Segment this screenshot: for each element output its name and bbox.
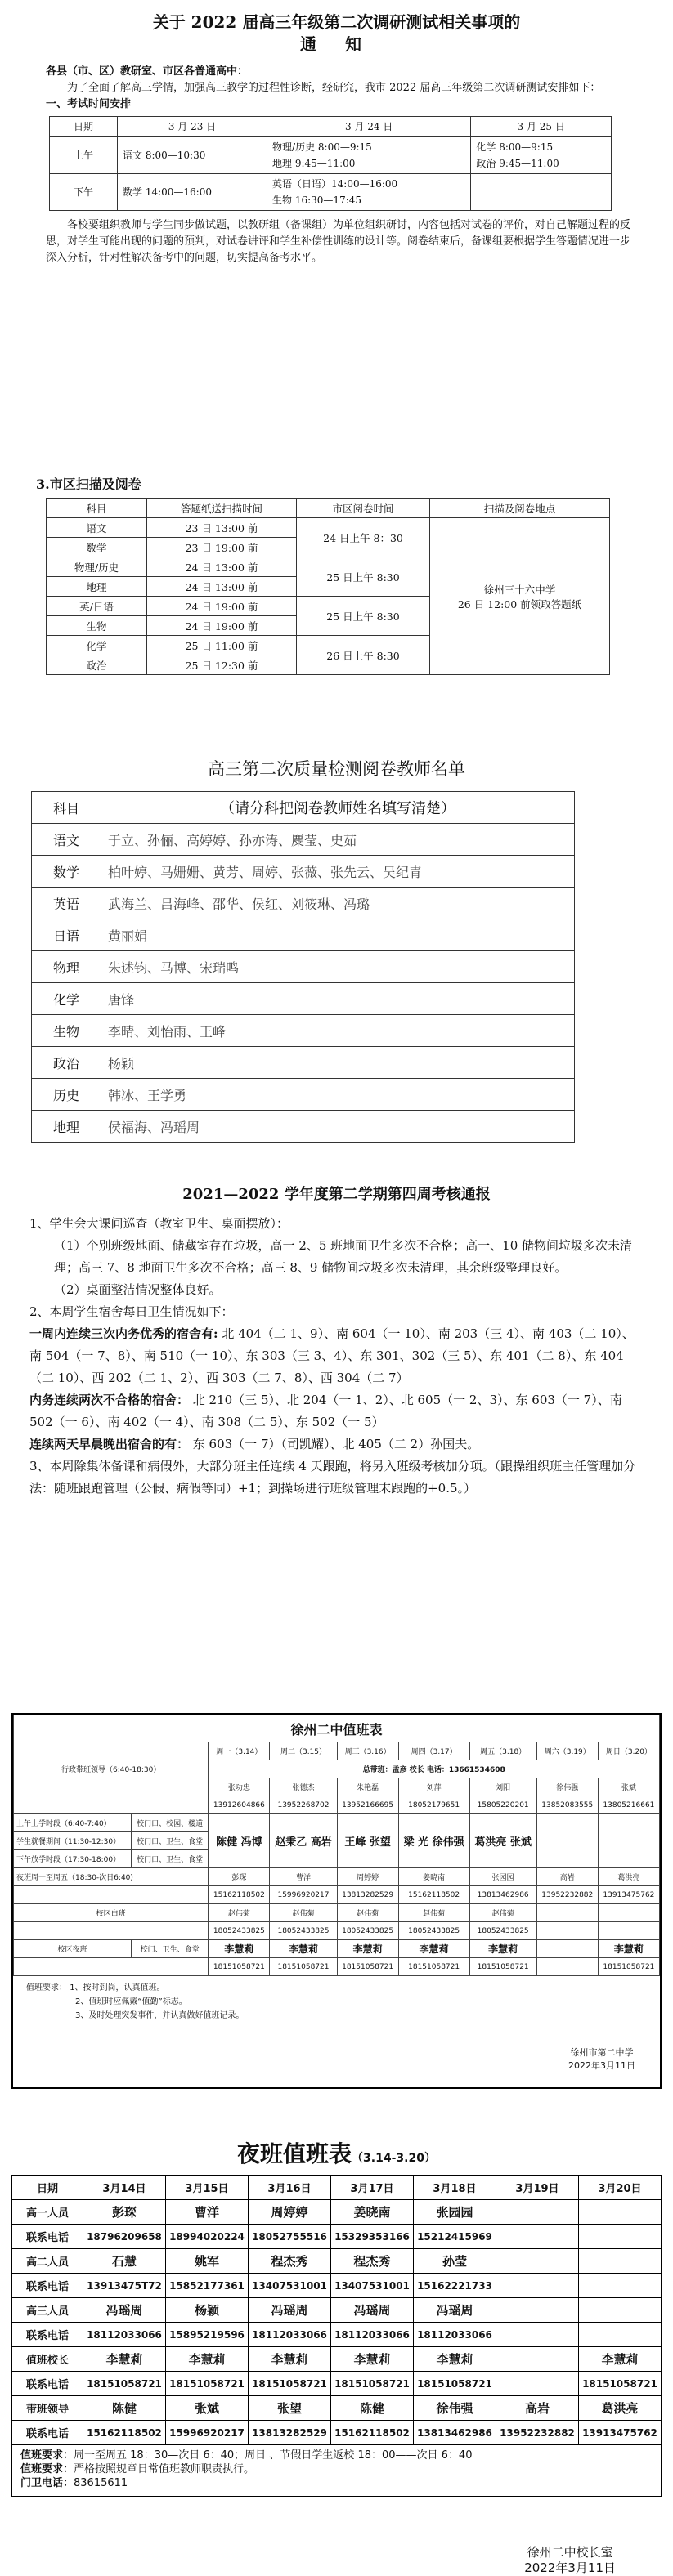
table-cell: 25 日上午 8:30 [297, 557, 430, 597]
white-phone: 18052433825 [337, 1922, 398, 1940]
notice-subtitle: 通 知 [300, 34, 373, 54]
table-cell: 15852177361 [166, 2274, 249, 2298]
table-cell: 地理 [47, 577, 147, 597]
table-cell: 18151058721 [83, 2372, 166, 2396]
table-cell: 徐伟强 [414, 2396, 496, 2421]
table-cell: 数学 [47, 538, 147, 557]
table-cell: 李慧莉 [331, 2347, 414, 2372]
table-cell: 13407531001 [249, 2274, 331, 2298]
duty-week-frame [11, 1713, 662, 2089]
report-label: 连续两天早晨晚出宿舍的有： [29, 1437, 190, 1451]
table-cell: 24 日 13:00 前 [147, 577, 297, 597]
table-cell: 18151058721 [166, 2372, 249, 2396]
campus-night-phone: 18151058721 [270, 1958, 337, 1976]
table-cell: 李慧莉 [579, 2347, 662, 2372]
table-cell: 韩冰、王学勇 [101, 1079, 575, 1111]
table-cell: 25 日 12:30 前 [147, 655, 297, 675]
table-cell: 冯瑶周 [414, 2298, 496, 2323]
leader-name: 张德杰 [270, 1778, 337, 1796]
night-name: 高岩 [536, 1868, 598, 1886]
table-cell: 15329353166 [331, 2225, 414, 2249]
table-cell: 姚军 [166, 2249, 249, 2274]
table-cell: 行政带班领导（6:40-18:30） [14, 1742, 209, 1796]
duty-notes [13, 1976, 660, 2028]
table-cell: 15895219596 [166, 2323, 249, 2347]
table-cell: 15162221733 [414, 2274, 496, 2298]
table-cell: 日语 [32, 919, 101, 951]
group-names: 葛洪亮 张斌 [469, 1814, 536, 1868]
row-label: 带班领导 [12, 2396, 83, 2421]
table-cell: 18112033066 [414, 2323, 496, 2347]
duty-week-table [13, 1715, 660, 1976]
night-duty-section [0, 2109, 673, 2576]
report-text: 北 210（三 5）、北 204（一 1、2）、北 605（一 2、3）、东 603（一 7）、南 502（一 6）、南 402（一 4）、南 308（二 5）、东 502（一 5） [29, 1393, 622, 1429]
grading-teachers-table [31, 791, 575, 1143]
row-label: 联系电话 [12, 2274, 83, 2298]
table-header: 日期 [50, 117, 118, 137]
campus-night-name: 李慧莉 [270, 1940, 337, 1958]
table-cell [496, 2225, 579, 2249]
day-header: 3月15日 [166, 2176, 249, 2200]
leader-phone: 18052179651 [398, 1796, 469, 1814]
scan-grading-section [0, 466, 673, 736]
report-line: （2）桌面整洁情况整体良好。 [54, 1282, 222, 1297]
table-cell: 化学 [32, 983, 101, 1015]
section-heading: 3.市区扫描及阅卷 [36, 476, 141, 492]
table-cell: 柏叶婷、马姗姗、黄芳、周婷、张薇、张先云、吴纪青 [101, 856, 575, 888]
report-label: 一周内连续三次内务优秀的宿舍有: [29, 1326, 218, 1341]
table-header: 科目 [47, 499, 147, 518]
duty-week-section [0, 1684, 673, 2109]
campus-night-name: 李慧莉 [209, 1940, 270, 1958]
night-phone: 13813282529 [337, 1886, 398, 1904]
campus-night-phone: 18151058721 [337, 1958, 398, 1976]
report-line [29, 1389, 640, 1433]
row-label: 联系电话 [12, 2323, 83, 2347]
weekly-report [0, 1161, 673, 1684]
note-line: 1、按时到岗，认真值班。 [70, 1983, 165, 1992]
duty-signature [568, 2046, 635, 2073]
table-cell: 程杰秀 [249, 2249, 331, 2274]
night-duty-footer [12, 2445, 662, 2497]
table-cell: 李慧莉 [414, 2347, 496, 2372]
table-cell: 15212415969 [414, 2225, 496, 2249]
org-name: 徐州二中校长室 [527, 2545, 613, 2560]
table-cell: 李慧莉 [249, 2347, 331, 2372]
report-text: 北 404（二 1、9）、南 604（一 10）、南 203（三 4）、南 403（二 10）、南 504（一 7、8）、南 510（一 10）、东 303（三 3、4）、东 301、302（三 5）、东 401（二 8）、东 404（二 10）、西 202（二 1、2）、西 303（二 7、8）、西 304（二 7） [29, 1326, 635, 1385]
campus-night-phone: 18151058721 [398, 1958, 469, 1976]
table-cell: 李晴、刘怡雨、王峰 [101, 1015, 575, 1047]
leader-phone: 13805216661 [598, 1796, 659, 1814]
table-cell: 张望 [249, 2396, 331, 2421]
table-cell: 24 日 19:00 前 [147, 597, 297, 616]
table-cell: 数学 [32, 856, 101, 888]
report-title: 2021—2022 学年度第二学期第四周考核通报 [182, 1186, 491, 1203]
table-cell: 18112033066 [83, 2323, 166, 2347]
table-cell: 曹洋 [166, 2200, 249, 2225]
table-cell: 13952232882 [496, 2421, 579, 2445]
table-cell: 18994020224 [166, 2225, 249, 2249]
row-label: 夜班周一至周五（18:30-次日6:40) [14, 1868, 209, 1886]
table-cell: 化学 8:00—9:15 政治 9:45—11:00 [471, 137, 612, 174]
table-cell: 葛洪亮 [579, 2396, 662, 2421]
table-header: 市区阅卷时间 [297, 499, 430, 518]
night-name: 姜晓南 [398, 1868, 469, 1886]
table-cell: 化学 [47, 636, 147, 655]
day-header: 3月19日 [496, 2176, 579, 2200]
row-label: 下午放学时段（17:30-18:00） [14, 1850, 132, 1868]
white-phone: 18052433825 [209, 1922, 270, 1940]
table-cell: 英语（日语）14:00—16:00 生物 16:30—17:45 [267, 174, 471, 211]
notes-label: 值班要求： [26, 1983, 67, 1992]
table-cell: 25 日 11:00 前 [147, 636, 297, 655]
table-cell: 英/日语 [47, 597, 147, 616]
table-cell: 18151058721 [414, 2372, 496, 2396]
table-cell: 18796209658 [83, 2225, 166, 2249]
org-name: 徐州市第二中学 [570, 2047, 634, 2058]
night-phone: 13952232882 [536, 1886, 598, 1904]
table-cell: 15996920217 [166, 2421, 249, 2445]
leader-phone: 13952268702 [270, 1796, 337, 1814]
table-cell: 下午 [50, 174, 118, 211]
table-cell: 18151058721 [331, 2372, 414, 2396]
day-header: 周日（3.20） [598, 1742, 659, 1760]
campus-night-name: 李慧莉 [469, 1940, 536, 1958]
report-text: 东 603（一 7）（司凯耀）、北 405（二 2）孙国夫。 [189, 1437, 480, 1451]
night-phone: 15162118502 [398, 1886, 469, 1904]
section-heading: 一、考试时间安排 [46, 98, 132, 110]
day-header: 3月16日 [249, 2176, 331, 2200]
table-cell: 13813462986 [414, 2421, 496, 2445]
table-cell: 语文 [32, 824, 101, 856]
table-cell: 18151058721 [579, 2372, 662, 2396]
night-name: 周婷婷 [337, 1868, 398, 1886]
white-name: 赵伟菊 [398, 1904, 469, 1922]
white-phone: 18052433825 [398, 1922, 469, 1940]
group-names: 赵秉乙 高岩 [270, 1814, 337, 1868]
row-label: 高二人员 [12, 2249, 83, 2274]
table-cell: 唐锋 [101, 983, 575, 1015]
leader-phone: 13912604866 [209, 1796, 270, 1814]
table-cell: 24 日 19:00 前 [147, 616, 297, 636]
table-cell: 生物 [32, 1015, 101, 1047]
notice-title: 关于 2022 届高三年级第二次调研测试相关事项的 [152, 12, 521, 32]
table-cell: 18112033066 [331, 2323, 414, 2347]
table-cell: 语文 [47, 518, 147, 538]
white-phone: 18052433825 [469, 1922, 536, 1940]
note-line: 3、及时处理突发事件，并认真做好值班记录。 [75, 2011, 245, 2020]
day-header: 周二（3.15） [270, 1742, 337, 1760]
row-label: 校区夜班 [14, 1940, 132, 1958]
report-line: 1、学生会大课间巡查（教室卫生、桌面摆放）： [29, 1216, 289, 1231]
footer-label: 值班要求： [20, 2449, 74, 2462]
table-header: 3 月 23 日 [118, 117, 267, 137]
footer-text: 严格按照规章日常值班教师职责执行。 [74, 2463, 255, 2475]
report-line [29, 1323, 640, 1389]
exam-notice [0, 0, 673, 466]
table-cell: 18151058721 [249, 2372, 331, 2396]
white-name: 赵伟菊 [337, 1904, 398, 1922]
table-cell: 李慧莉 [83, 2347, 166, 2372]
leader-name: 刘萍 [398, 1778, 469, 1796]
table-cell [496, 2249, 579, 2274]
day-header: 周六（3.19） [536, 1742, 598, 1760]
table-header: 3 月 24 日 [267, 117, 471, 137]
row-label: 高三人员 [12, 2298, 83, 2323]
white-name: 赵伟菊 [209, 1904, 270, 1922]
group-names: 梁 光 徐伟强 [398, 1814, 469, 1868]
table-cell: 徐州三十六中学 26 日 12:00 前领取答题纸 [430, 518, 610, 675]
day-header: 3月14日 [83, 2176, 166, 2200]
report-label: 内务连续两次不合格的宿舍： [29, 1393, 190, 1407]
table-cell: 杨颖 [166, 2298, 249, 2323]
chief-leader: 总带班：孟彦 校长 电话：13661534608 [209, 1760, 660, 1778]
day-header: 周五（3.18） [469, 1742, 536, 1760]
table-cell: 程杰秀 [331, 2249, 414, 2274]
campus-night-name: 李慧莉 [337, 1940, 398, 1958]
table-cell: 15162118502 [83, 2421, 166, 2445]
exam-schedule-table [49, 116, 612, 211]
notice-paragraph: 各校要组织教师与学生同步做试题，以教研组（备课组）为单位组织研讨，内容包括对试卷的评价，对自己解题过程的反思，对学生可能出现的问题的预判，对试卷讲评和学生补偿性训练的设计等。阅卷结束后，备课组要根据学生答题情况进一步深入分析，针对性解决备考中的问题，切实提高备考水平。 [46, 219, 631, 264]
campus-night-phone: 18151058721 [469, 1958, 536, 1976]
day-header: 周三（3.16） [337, 1742, 398, 1760]
table-header: 科目 [32, 792, 101, 824]
leader-phone: 13952166695 [337, 1796, 398, 1814]
table-cell: 英语 [32, 888, 101, 919]
night-duty-signature [524, 2545, 616, 2576]
table-cell: 25 日上午 8:30 [297, 597, 430, 636]
group-names: 王峰 张望 [337, 1814, 398, 1868]
signature-date: 2022年3月11日 [568, 2060, 635, 2071]
table-cell [496, 2274, 579, 2298]
footer-text: 83615611 [74, 2477, 128, 2489]
table-cell: 13913475762 [579, 2421, 662, 2445]
table-cell: 15162118502 [331, 2421, 414, 2445]
table-cell: 物理 [32, 951, 101, 983]
footer-label: 门卫电话： [20, 2477, 74, 2489]
row-sublabel: 校门、卫生、食堂 [131, 1940, 208, 1958]
duty-week-title: 徐州二中值班表 [14, 1715, 660, 1742]
table-cell: 18052755516 [249, 2225, 331, 2249]
table-cell: 陈健 [83, 2396, 166, 2421]
table-cell [496, 2372, 579, 2396]
row-label: 校区白班 [14, 1904, 209, 1922]
table-cell: 13813282529 [249, 2421, 331, 2445]
table-cell [471, 174, 612, 211]
table-cell: 冯瑶周 [83, 2298, 166, 2323]
notice-salutation: 各县（市、区）教研室、市区各普通高中： [46, 65, 249, 78]
table-cell [496, 2323, 579, 2347]
table-cell: 孙莹 [414, 2249, 496, 2274]
table-cell: 政治 [32, 1047, 101, 1079]
table-cell: 物理/历史 8:00—9:15 地理 9:45—11:00 [267, 137, 471, 174]
table-cell [579, 2298, 662, 2323]
row-sublabel: 校门口、校园、楼道 [131, 1814, 208, 1832]
footer-text: 周一至周五 18：30—次日 6：40；周日 、节假日学生返校 18：00——次日 6：40 [74, 2449, 473, 2462]
table-cell: 武海兰、吕海峰、邵华、侯红、刘筱琳、冯璐 [101, 888, 575, 919]
day-header: 周一（3.14） [209, 1742, 270, 1760]
table-header: 3 月 25 日 [471, 117, 612, 137]
note-line: 2、值班时应佩戴“值勤”标志。 [75, 1997, 187, 2006]
notice-intro: 为了全面了解高三学情，加强高三教学的过程性诊断，经研究，我市 2022 届高三年级第二次调研测试安排如下： [67, 82, 601, 94]
table-cell [496, 2347, 579, 2372]
leader-phone: 13852083555 [536, 1796, 598, 1814]
table-cell: 语文 8:00—10:30 [118, 137, 267, 174]
night-phone: 13813462986 [469, 1886, 536, 1904]
row-label: 联系电话 [12, 2225, 83, 2249]
table-cell: 政治 [47, 655, 147, 675]
night-duty-table [11, 2175, 662, 2497]
table-cell: 历史 [32, 1079, 101, 1111]
table-cell [496, 2298, 579, 2323]
table-cell: 杨颖 [101, 1047, 575, 1079]
table-cell: 13913475T72 [83, 2274, 166, 2298]
table-cell: 姜晓南 [331, 2200, 414, 2225]
night-name: 张园园 [469, 1868, 536, 1886]
leader-name: 朱艳磊 [337, 1778, 398, 1796]
white-phone: 18052433825 [270, 1922, 337, 1940]
table-cell: 18112033066 [249, 2323, 331, 2347]
table-cell: 陈健 [331, 2396, 414, 2421]
table-cell: 李慧莉 [166, 2347, 249, 2372]
table-cell: 朱述钧、马博、宋瑞鸣 [101, 951, 575, 983]
report-line [29, 1433, 640, 1456]
leader-name: 张斌 [598, 1778, 659, 1796]
night-phone: 15996920217 [270, 1886, 337, 1904]
table-cell: 23 日 13:00 前 [147, 518, 297, 538]
table-cell: 13407531001 [331, 2274, 414, 2298]
night-phone: 13913475762 [598, 1886, 659, 1904]
row-sublabel: 校门口、卫生、食堂 [131, 1850, 208, 1868]
table-cell: 石慧 [83, 2249, 166, 2274]
table-cell: 冯瑶周 [249, 2298, 331, 2323]
night-name: 彭琛 [209, 1868, 270, 1886]
leader-name: 张功忠 [209, 1778, 270, 1796]
table-cell [579, 2323, 662, 2347]
table-cell: 张园园 [414, 2200, 496, 2225]
day-header: 3月20日 [579, 2176, 662, 2200]
group-names: 陈健 冯博 [209, 1814, 270, 1868]
row-sublabel: 校门口、卫生、食堂 [131, 1832, 208, 1850]
day-header: 周四（3.17） [398, 1742, 469, 1760]
night-duty-title [0, 2138, 673, 2175]
table-cell: 高岩 [496, 2396, 579, 2421]
table-cell: 数学 14:00—16:00 [118, 174, 267, 211]
table-cell [496, 2200, 579, 2225]
footer-label: 值班要求： [20, 2463, 74, 2475]
white-name: 赵伟菊 [469, 1904, 536, 1922]
table-cell: 张斌 [166, 2396, 249, 2421]
night-phone: 15162118502 [209, 1886, 270, 1904]
table-header: 日期 [12, 2176, 83, 2200]
row-label: 联系电话 [12, 2421, 83, 2445]
row-label: 值班校长 [12, 2347, 83, 2372]
table-cell: 24 日上午 8：30 [297, 518, 430, 557]
report-line: （1）个别班级地面、储藏室存在垃圾，高一 2、5 班地面卫生多次不合格；高一、10 储物间垃圾多次未清理；高三 7、8 地面卫生多次不合格；高三 8、9 储物间垃圾多次未清理，其余班级整理良好。 [54, 1238, 633, 1275]
signature-date: 2022年3月11日 [524, 2560, 616, 2575]
grading-teachers-section [0, 736, 673, 1161]
row-label: 联系电话 [12, 2372, 83, 2396]
row-label: 学生就餐期间（11:30-12:30） [14, 1832, 132, 1850]
table-cell: 于立、孙俪、高婷婷、孙亦涛、麋莹、史茹 [101, 824, 575, 856]
section-heading: 高三第二次质量检测阅卷教师名单 [208, 759, 465, 779]
table-cell [579, 2249, 662, 2274]
table-header: 扫描及阅卷地点 [430, 499, 610, 518]
campus-night-phone: 18151058721 [598, 1958, 659, 1976]
table-header: （请分科把阅卷教师姓名填写清楚） [101, 792, 575, 824]
table-cell: 地理 [32, 1111, 101, 1143]
title-text: 夜班值班表 [237, 2140, 352, 2167]
white-name: 赵伟菊 [270, 1904, 337, 1922]
row-label: 高一人员 [12, 2200, 83, 2225]
campus-night-name: 李慧莉 [598, 1940, 659, 1958]
scan-grading-table [46, 498, 610, 675]
table-cell: 冯瑶周 [331, 2298, 414, 2323]
night-name: 曹洋 [270, 1868, 337, 1886]
report-line: 2、本周学生宿舍每日卫生情况如下： [29, 1304, 234, 1319]
day-header: 3月17日 [331, 2176, 414, 2200]
title-range: （3.14-3.20） [352, 2152, 436, 2165]
table-cell: 周婷婷 [249, 2200, 331, 2225]
row-label: 上午上学时段（6:40-7:40） [14, 1814, 132, 1832]
table-cell: 上午 [50, 137, 118, 174]
report-line: 3、本周除集体备课和病假外，大部分班主任连续 4 天跟跑，将另入班级考核加分项。（跟操组织班主任管理加分法：随班跟跑管理（公假、病假等同）+1；到操场进行班级管理末跟跑的+0.5。） [29, 1459, 636, 1496]
table-header: 答题纸送扫描时间 [147, 499, 297, 518]
table-cell [579, 2200, 662, 2225]
day-header: 3月18日 [414, 2176, 496, 2200]
leader-name: 刘阳 [469, 1778, 536, 1796]
leader-name: 徐伟强 [536, 1778, 598, 1796]
campus-night-phone: 18151058721 [209, 1958, 270, 1976]
table-cell: 黄丽娟 [101, 919, 575, 951]
table-cell: 物理/历史 [47, 557, 147, 577]
table-cell: 24 日 13:00 前 [147, 557, 297, 577]
table-cell: 生物 [47, 616, 147, 636]
table-cell: 彭琛 [83, 2200, 166, 2225]
leader-phone: 15805220201 [469, 1796, 536, 1814]
table-cell [579, 2225, 662, 2249]
night-name: 葛洪亮 [598, 1868, 659, 1886]
table-cell [579, 2274, 662, 2298]
table-cell: 侯福海、冯瑶周 [101, 1111, 575, 1143]
table-cell: 23 日 19:00 前 [147, 538, 297, 557]
table-cell: 26 日上午 8:30 [297, 636, 430, 675]
campus-night-name: 李慧莉 [398, 1940, 469, 1958]
